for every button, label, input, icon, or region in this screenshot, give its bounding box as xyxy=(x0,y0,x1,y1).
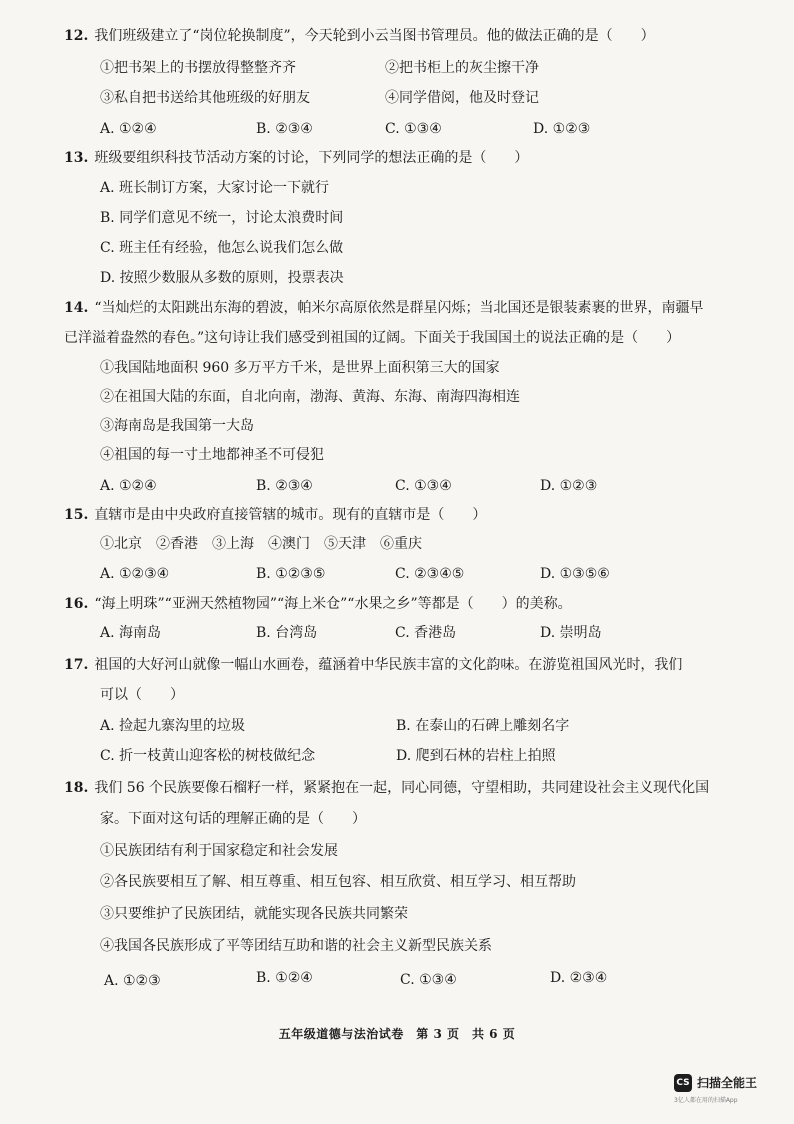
q17-option-a: A. 捡起九寨沟里的垃圾 xyxy=(100,718,246,734)
question-number: 12. xyxy=(64,28,89,44)
q12-option-b: B. ②③④ xyxy=(256,121,313,137)
q18-option-c: C. ①③④ xyxy=(400,972,457,988)
q14-item-4: ④祖国的每一寸土地都神圣不可侵犯 xyxy=(100,447,324,463)
question-text: “海上明珠”“亚洲天然植物园”“海上米仓”“水果之乡”等都是（ ）的美称。 xyxy=(94,596,572,612)
q12-item-1: ①把书架上的书摆放得整整齐齐 xyxy=(100,60,296,76)
camscanner-tagline: 3亿人都在用的扫描App xyxy=(674,1097,738,1104)
question-number: 18. xyxy=(64,780,89,796)
question-16-stem xyxy=(64,594,572,614)
q16-option-a: A. 海南岛 xyxy=(100,625,162,641)
question-text: 我们班级建立了“岗位轮换制度”，今天轮到小云当图书管理员。他的做法正确的是（ ） xyxy=(94,28,655,44)
q18-item-2: ②各民族要相互了解、相互尊重、相互包容、相互欣赏、相互学习、相互帮助 xyxy=(100,874,576,890)
question-15-stem xyxy=(64,505,486,525)
question-text-line-1: “当灿烂的太阳跳出东海的碧波，帕米尔高原依然是群星闪烁；当北国还是银装素裹的世界，南疆早 xyxy=(94,300,704,316)
q13-option-a: A. 班长制订方案，大家讨论一下就行 xyxy=(100,180,330,196)
question-17-stem xyxy=(64,655,682,675)
q17-option-d: D. 爬到石林的岩柱上拍照 xyxy=(396,748,556,764)
q18-item-4: ④我国各民族形成了平等团结互助和谐的社会主义新型民族关系 xyxy=(100,938,492,954)
q16-option-b: B. 台湾岛 xyxy=(256,625,318,641)
q12-option-c: C. ①③④ xyxy=(385,121,442,137)
q14-item-2: ②在祖国大陆的东面，自北向南，渤海、黄海、东海、南海四海相连 xyxy=(100,389,520,405)
question-text: 班级要组织科技节活动方案的讨论，下列同学的想法正确的是（ ） xyxy=(94,150,529,166)
page-footer: 五年级道德与法治试卷 第 3 页 共 6 页 xyxy=(278,1027,516,1041)
question-18-stem xyxy=(64,778,709,798)
q12-item-3: ③私自把书送给其他班级的好朋友 xyxy=(100,90,310,106)
q13-option-b: B. 同学们意见不统一，讨论太浪费时间 xyxy=(100,210,344,226)
q15-option-d: D. ①③⑤⑥ xyxy=(540,566,610,582)
question-18-stem-line-2: 家。下面对这句话的理解正确的是（ ） xyxy=(100,811,366,827)
q15-option-a: A. ①②③④ xyxy=(100,566,170,582)
question-text-line-1: 祖国的大好河山就像一幅山水画卷，蕴涵着中华民族丰富的文化韵味。在游览祖国风光时，我们 xyxy=(94,657,683,673)
q18-option-d: D. ②③④ xyxy=(550,970,608,986)
question-12-stem xyxy=(64,26,655,46)
q14-option-a: A. ①②④ xyxy=(100,478,157,494)
question-number: 15. xyxy=(64,507,89,523)
question-14-stem-line-2: 已洋溢着盎然的春色。”这句诗让我们感受到祖国的辽阔。下面关于我国国土的说法正确的是（ ） xyxy=(64,330,681,346)
q15-option-c: C. ②③④⑤ xyxy=(395,566,465,582)
q14-item-1: ①我国陆地面积 960 多万平方千米，是世界上面积第三大的国家 xyxy=(100,360,500,376)
q18-option-a: A. ①②③ xyxy=(104,973,161,989)
q18-item-1: ①民族团结有利于国家稳定和社会发展 xyxy=(100,843,338,859)
question-number: 17. xyxy=(64,657,89,673)
question-number: 14. xyxy=(64,300,89,316)
q13-option-d: D. 按照少数服从多数的原则，投票表决 xyxy=(100,270,344,286)
q14-option-d: D. ①②③ xyxy=(540,478,598,494)
q16-option-d: D. 崇明岛 xyxy=(540,625,602,641)
question-number: 13. xyxy=(64,150,89,166)
question-17-stem-line-2: 可以（ ） xyxy=(100,687,184,703)
question-text-line-1: 我们 56 个民族要像石榴籽一样，紧紧抱在一起，同心同德，守望相助，共同建设社会主义现代化国 xyxy=(94,780,710,796)
question-text: 直辖市是由中央政府直接管辖的城市。现有的直辖市是（ ） xyxy=(94,507,487,523)
camscanner-logo-icon: CS xyxy=(674,1074,692,1092)
q17-option-c: C. 折一枝黄山迎客松的树枝做纪念 xyxy=(100,748,316,764)
q16-option-c: C. 香港岛 xyxy=(395,625,457,641)
q15-items: ①北京 ②香港 ③上海 ④澳门 ⑤天津 ⑥重庆 xyxy=(100,536,422,552)
q18-item-3: ③只要维护了民族团结，就能实现各民族共同繁荣 xyxy=(100,906,408,922)
q13-option-c: C. 班主任有经验，他怎么说我们怎么做 xyxy=(100,240,344,256)
q18-option-b: B. ①②④ xyxy=(256,970,313,986)
q12-option-d: D. ①②③ xyxy=(533,121,591,137)
question-number: 16. xyxy=(64,596,89,612)
q12-option-a: A. ①②④ xyxy=(100,121,157,137)
q14-item-3: ③海南岛是我国第一大岛 xyxy=(100,418,254,434)
q12-item-2: ②把书柜上的灰尘擦干净 xyxy=(385,60,539,76)
q12-item-4: ④同学借阅，他及时登记 xyxy=(385,90,539,106)
question-13-stem xyxy=(64,148,528,168)
q15-option-b: B. ①②③⑤ xyxy=(256,566,326,582)
q14-option-c: C. ①③④ xyxy=(395,478,452,494)
camscanner-name: 扫描全能王 xyxy=(697,1076,758,1090)
q14-option-b: B. ②③④ xyxy=(256,478,313,494)
q17-option-b: B. 在泰山的石碑上雕刻名字 xyxy=(396,718,570,734)
question-14-stem xyxy=(64,298,704,318)
